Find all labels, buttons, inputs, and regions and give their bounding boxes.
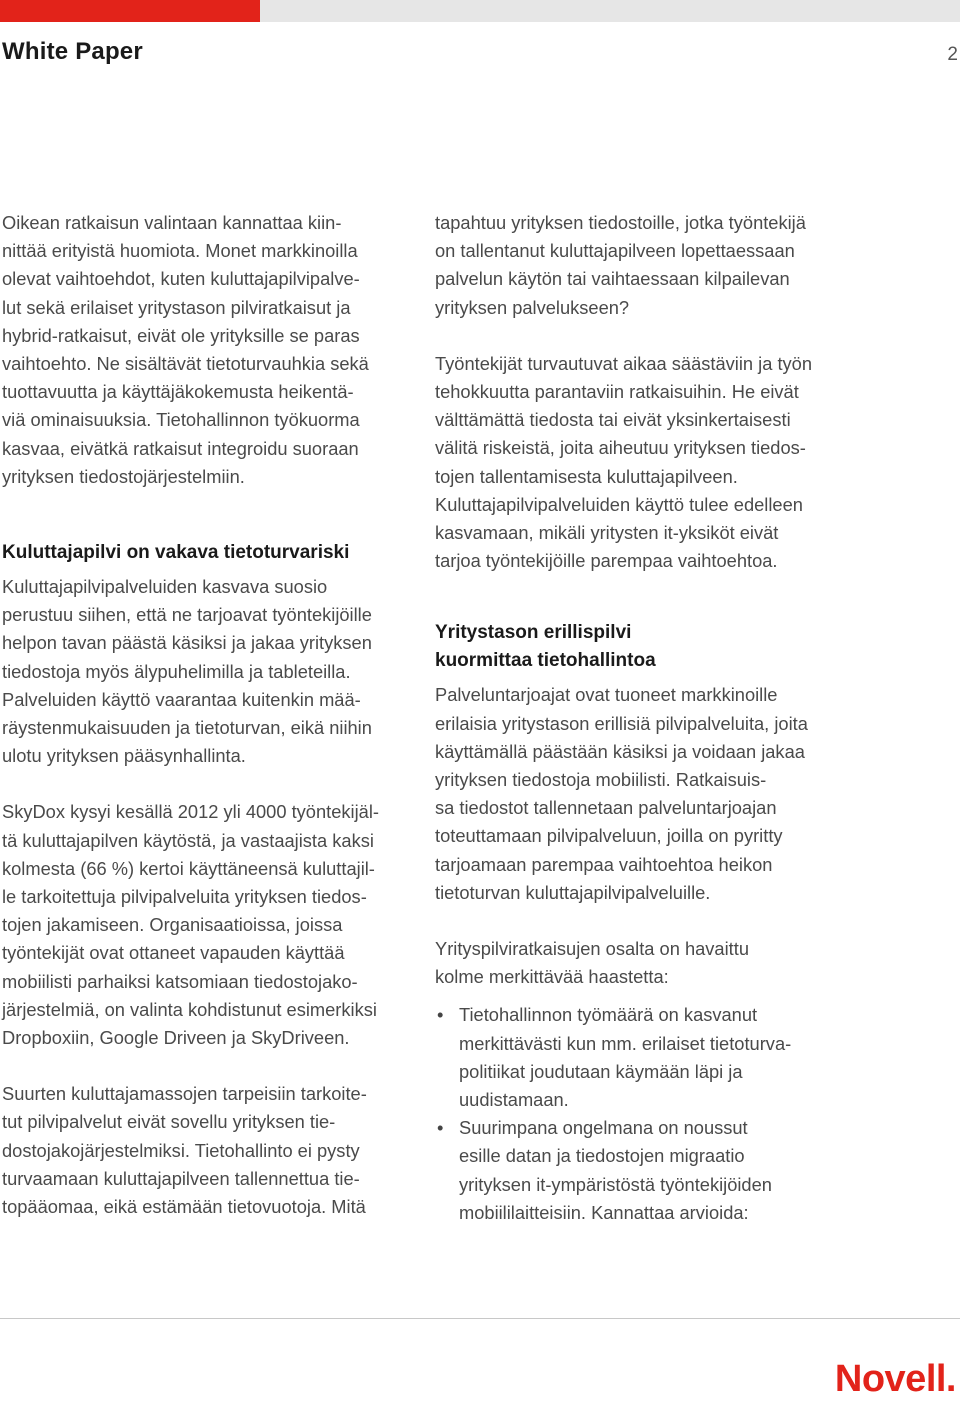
text-line: topääomaa, eikä estämään tietovuotoja. Mitä bbox=[2, 1196, 366, 1218]
challenges-list bbox=[435, 1001, 835, 1227]
list-item bbox=[435, 1114, 835, 1227]
text-line: yrityksen tiedostoja mobiilisti. Ratkaisuis- bbox=[435, 769, 767, 791]
text-line: vaihtoehto. Ne sisältävät tietoturvauhkia sekä bbox=[2, 353, 369, 375]
text-line: viä ominaisuuksia. Tietohallinnon työkuorma bbox=[2, 409, 360, 431]
paragraph-continued bbox=[435, 209, 835, 322]
text-line: Palveluiden käyttö vaarantaa kuitenkin mää- bbox=[2, 688, 361, 710]
text-line: mobiililaitteisiin. Kannattaa arvioida: bbox=[459, 1201, 749, 1223]
paragraph-intro bbox=[2, 209, 402, 491]
text-line: erilaisia yritystason erillisiä pilvipalveluita, joita bbox=[435, 712, 808, 734]
text-line: on tallentanut kuluttajapilveen lopettaessaan bbox=[435, 240, 795, 262]
text-line: kolme merkittävää haastetta: bbox=[435, 966, 669, 988]
spacer bbox=[435, 322, 835, 350]
section-heading-enterprise-cloud bbox=[435, 619, 835, 675]
text-line: kasvaa, eivätkä ratkaisut integroidu suoraan bbox=[2, 437, 359, 459]
text-line: mobiilisti parhaiksi katsomiaan tiedostojako- bbox=[2, 970, 358, 992]
heading-line: Yritystason erillispilvi bbox=[435, 622, 632, 644]
text-line: kolmesta (66 %) kertoi käyttäneensä kuluttajil- bbox=[2, 857, 375, 879]
text-line: työntekijät ovat ottaneet vapauden käyttää bbox=[2, 942, 345, 964]
text-line: tojen tallentamisesta kuluttajapilveen. bbox=[435, 465, 738, 487]
text-line: politiikat joudutaan käymään läpi ja bbox=[459, 1060, 743, 1082]
text-line: nittää erityistä huomiota. Monet markkinoilla bbox=[2, 240, 358, 262]
paragraph-employees bbox=[435, 350, 835, 576]
text-line: tuottavuutta ja käyttäjäkokemusta heikentä- bbox=[2, 381, 354, 403]
text-line: le tarkoitettuja pilvipalveluita yrityksen tiedos- bbox=[2, 886, 367, 908]
text-line: tarjoa työntekijöille parempaa vaihtoehtoa. bbox=[435, 550, 778, 572]
text-line: Suurten kuluttajamassojen tarpeisiin tarkoite- bbox=[2, 1083, 367, 1105]
text-line: tä kuluttajapilven käytöstä, ja vastaajista kaksi bbox=[2, 829, 374, 851]
text-line: tietoturvan kuluttajapilvipalveluille. bbox=[435, 881, 711, 903]
text-line: välttämättä tiedosta tai eivät yksinkertaisesti bbox=[435, 409, 791, 431]
text-line: hybrid-ratkaisut, eivät ole yrityksille se paras bbox=[2, 324, 360, 346]
spacer bbox=[2, 491, 402, 539]
text-line: järjestelmiä, on valinta kohdistunut esimerkiksi bbox=[2, 998, 377, 1020]
section-heading-consumer-cloud: Kuluttajapilvi on vakava tietoturvariski bbox=[2, 542, 350, 564]
bullet-icon: • bbox=[437, 1117, 444, 1139]
heading-line: kuormittaa tietohallintoa bbox=[435, 650, 656, 672]
spacer bbox=[435, 991, 835, 1001]
page-number: 2 bbox=[947, 44, 958, 65]
text-line: olevat vaihtoehdot, kuten kuluttajapilvipalve- bbox=[2, 268, 360, 290]
text-line: merkittävästi kun mm. erilaiset tietoturva- bbox=[459, 1032, 792, 1054]
document-title: White Paper bbox=[2, 38, 143, 65]
text-line: tarjoamaan parempaa vaihtoehtoa heikon bbox=[435, 853, 773, 875]
text-line: dostojakojärjestelmiksi. Tietohallinto ei pysty bbox=[2, 1139, 360, 1161]
text-line: Kuluttajapilvipalveluiden käyttö tulee edelleen bbox=[435, 493, 803, 515]
text-line: lut sekä erilaiset yritystason pilviratkaisut ja bbox=[2, 296, 351, 318]
paragraph-skydox-survey bbox=[2, 798, 402, 1052]
text-line: Oikean ratkaisun valintaan kannattaa kiin- bbox=[2, 212, 342, 233]
text-line: toteuttamaan pilvipalveluun, joilla on pyritty bbox=[435, 825, 783, 847]
text-line: Dropboxiin, Google Driveen ja SkyDriveen. bbox=[2, 1027, 350, 1049]
text-line: turvaamaan kuluttajapilveen tallennettua tie- bbox=[2, 1167, 360, 1189]
text-line: ulotu yrityksen pääsynhallinta. bbox=[2, 745, 246, 767]
text-line: tojen jakamiseen. Organisaatioissa, joissa bbox=[2, 914, 343, 936]
text-line: välitä riskeistä, joita aiheutuu yrityksen tiedos- bbox=[435, 437, 806, 459]
footer-divider bbox=[0, 1318, 960, 1319]
text-line: räystenmukaisuuden ja tietoturvan, eikä niihin bbox=[2, 717, 372, 739]
text-line: Yrityspilviratkaisujen osalta on havaittu bbox=[435, 938, 749, 960]
paragraph-challenges-intro bbox=[435, 935, 835, 991]
header-gray-bar bbox=[260, 0, 960, 22]
text-line: yrityksen it-ympäristöstä työntekijöiden bbox=[459, 1173, 772, 1195]
text-line: tehokkuutta parantaviin ratkaisuihin. He eivät bbox=[435, 381, 799, 403]
text-line: Kuluttajapilvipalveluiden kasvava suosio bbox=[2, 576, 328, 598]
paragraph-providers bbox=[435, 681, 835, 907]
list-item bbox=[435, 1001, 835, 1114]
text-line: kasvamaan, mikäli yritysten it-yksiköt eivät bbox=[435, 522, 779, 544]
text-line: sa tiedostot tallennetaan palveluntarjoajan bbox=[435, 797, 777, 819]
spacer bbox=[435, 907, 835, 935]
paragraph-consumer-masses bbox=[2, 1080, 402, 1221]
text-line: tapahtuu yrityksen tiedostoille, jotka työntekijä bbox=[435, 212, 806, 233]
text-line: uudistamaan. bbox=[459, 1089, 569, 1111]
text-line: perustuu siihen, että ne tarjoavat työntekijöille bbox=[2, 604, 372, 626]
novell-logo: Novell. bbox=[834, 1358, 956, 1400]
text-line: Palveluntarjoajat ovat tuoneet markkinoille bbox=[435, 684, 778, 706]
spacer bbox=[435, 575, 835, 619]
left-column bbox=[2, 209, 402, 1221]
text-line: käyttämällä päästään käsiksi ja voidaan jakaa bbox=[435, 740, 805, 762]
text-line: Suurimpana ongelmana on noussut bbox=[459, 1117, 748, 1139]
spacer bbox=[2, 770, 402, 798]
text-line: tiedostoja myös älypuhelimilla ja tableteilla. bbox=[2, 660, 351, 682]
text-line: helpon tavan päästä käsiksi ja jakaa yrityksen bbox=[2, 632, 372, 654]
text-line: SkyDox kysyi kesällä 2012 yli 4000 työntekijäl- bbox=[2, 801, 379, 823]
spacer bbox=[2, 1052, 402, 1080]
text-line: yrityksen palvelukseen? bbox=[435, 296, 630, 318]
bullet-icon: • bbox=[437, 1004, 444, 1026]
header-red-bar bbox=[0, 0, 260, 22]
right-column bbox=[435, 209, 835, 1227]
text-line: Tietohallinnon työmäärä on kasvanut bbox=[459, 1004, 758, 1026]
paragraph-consumer-cloud bbox=[2, 573, 402, 770]
text-line: tut pilvipalvelut eivät sovellu yrityksen tie- bbox=[2, 1111, 336, 1133]
text-line: Työntekijät turvautuvat aikaa säästäviin ja työn bbox=[435, 352, 813, 374]
text-line: yrityksen tiedostojärjestelmiin. bbox=[2, 465, 245, 487]
text-line: palvelun käytön tai vaihtaessaan kilpailevan bbox=[435, 268, 790, 290]
text-line: esille datan ja tiedostojen migraatio bbox=[459, 1145, 745, 1167]
